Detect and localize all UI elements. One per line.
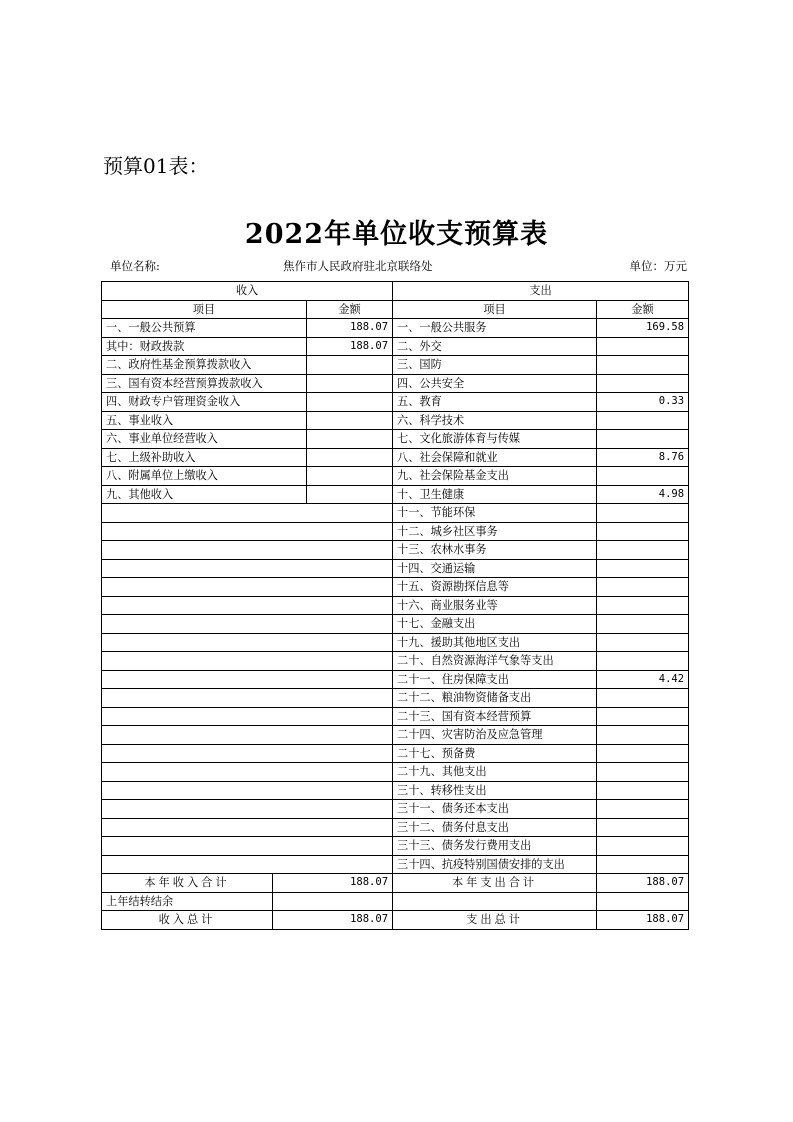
expense-item-header: 项目 — [393, 300, 597, 319]
income-blank — [102, 781, 393, 800]
table-row — [102, 744, 689, 763]
expense-item: 十三、农林水事务 — [393, 541, 597, 560]
expense-amount — [597, 707, 689, 726]
expense-amount: 0.33 — [597, 393, 689, 412]
income-amount — [307, 448, 393, 467]
income-item: 七、上级补助收入 — [102, 448, 307, 467]
expense-amount — [597, 374, 689, 393]
table-row — [102, 374, 689, 393]
income-blank — [102, 615, 393, 634]
income-item-header: 项目 — [102, 300, 307, 319]
table-row — [102, 559, 689, 578]
unit-name: 焦作市人民政府驻北京联络处 — [283, 259, 433, 273]
table-row — [102, 726, 689, 745]
income-item: 其中：财政拨款 — [102, 337, 307, 356]
table-row — [102, 763, 689, 782]
unit-label: 单位名称: — [110, 259, 160, 273]
expense-amount — [597, 522, 689, 541]
expense-amount — [597, 559, 689, 578]
expense-item: 十五、资源勘探信息等 — [393, 578, 597, 597]
income-amount — [307, 374, 393, 393]
table-row — [102, 467, 689, 486]
income-amount — [307, 411, 393, 430]
income-blank — [102, 559, 393, 578]
income-blank — [102, 522, 393, 541]
income-blank — [102, 707, 393, 726]
expense-item: 十、卫生健康 — [393, 485, 597, 504]
carryover-expense-amount-blank — [597, 892, 689, 911]
income-blank — [102, 689, 393, 708]
expense-item: 二十三、国有资本经营预算 — [393, 707, 597, 726]
expense-amount: 4.98 — [597, 485, 689, 504]
income-amount-header: 金额 — [307, 300, 393, 319]
expense-item: 八、社会保障和就业 — [393, 448, 597, 467]
table-row — [102, 633, 689, 652]
table-row — [102, 319, 689, 338]
expense-amount — [597, 726, 689, 745]
income-item: 四、财政专户管理资金收入 — [102, 393, 307, 412]
income-blank — [102, 818, 393, 837]
table-row — [102, 837, 689, 856]
income-amount: 188.07 — [307, 319, 393, 338]
income-blank — [102, 763, 393, 782]
income-total-value: 188.07 — [273, 911, 393, 930]
carryover-row — [102, 892, 689, 911]
table-row — [102, 485, 689, 504]
page-title: 2022年单位收支预算表 — [244, 219, 549, 250]
expense-item: 十二、城乡社区事务 — [393, 522, 597, 541]
table-row — [102, 855, 689, 874]
income-amount — [307, 467, 393, 486]
expense-item: 九、社会保险基金支出 — [393, 467, 597, 486]
expense-total-value: 188.07 — [597, 911, 689, 930]
income-blank — [102, 504, 393, 523]
table-row — [102, 448, 689, 467]
income-item: 六、事业单位经营收入 — [102, 430, 307, 449]
column-header-row — [102, 300, 689, 319]
table-row — [102, 337, 689, 356]
income-total-label: 收入总计 — [102, 911, 273, 930]
expense-amount-header: 金额 — [597, 300, 689, 319]
section-header-row — [102, 282, 689, 301]
table-row — [102, 504, 689, 523]
expense-item: 十六、商业服务业等 — [393, 596, 597, 615]
income-blank — [102, 670, 393, 689]
expense-item: 十四、交通运输 — [393, 559, 597, 578]
expense-amount — [597, 818, 689, 837]
expense-amount — [597, 633, 689, 652]
expense-amount — [597, 596, 689, 615]
expense-item: 五、教育 — [393, 393, 597, 412]
income-blank — [102, 541, 393, 560]
expense-item: 二十四、灾害防治及应急管理 — [393, 726, 597, 745]
income-blank — [102, 726, 393, 745]
expense-amount — [597, 504, 689, 523]
table-row — [102, 800, 689, 819]
income-blank — [102, 744, 393, 763]
income-amount: 188.07 — [307, 337, 393, 356]
expense-item: 四、公共安全 — [393, 374, 597, 393]
expense-item: 六、科学技术 — [393, 411, 597, 430]
expense-item: 三、国防 — [393, 356, 597, 375]
expense-amount: 8.76 — [597, 448, 689, 467]
expense-item: 三十四、抗疫特别国债安排的支出 — [393, 855, 597, 874]
carryover-label: 上年结转结余 — [102, 892, 273, 911]
table-row — [102, 356, 689, 375]
income-item: 九、其他收入 — [102, 485, 307, 504]
income-blank — [102, 837, 393, 856]
income-blank — [102, 578, 393, 597]
expense-amount — [597, 615, 689, 634]
expense-amount — [597, 337, 689, 356]
expense-amount — [597, 800, 689, 819]
income-blank — [102, 855, 393, 874]
table-row — [102, 596, 689, 615]
table-row — [102, 615, 689, 634]
expense-amount — [597, 411, 689, 430]
expense-item: 三十、转移性支出 — [393, 781, 597, 800]
expense-amount — [597, 763, 689, 782]
table-row — [102, 411, 689, 430]
budget-table — [101, 281, 689, 930]
income-item: 三、国有资本经营预算拨款收入 — [102, 374, 307, 393]
income-subtotal-label: 本年收入合计 — [102, 874, 273, 893]
income-item: 八、附属单位上缴收入 — [102, 467, 307, 486]
form-number: 预算01表： — [103, 154, 209, 178]
expense-item: 二十九、其他支出 — [393, 763, 597, 782]
income-amount — [307, 356, 393, 375]
income-blank — [102, 800, 393, 819]
income-subtotal-value: 188.07 — [273, 874, 393, 893]
expense-item: 二、外交 — [393, 337, 597, 356]
subtotal-row — [102, 874, 689, 893]
income-blank — [102, 652, 393, 671]
expense-item: 二十七、预备费 — [393, 744, 597, 763]
expense-amount: 169.58 — [597, 319, 689, 338]
expense-item: 十七、金融支出 — [393, 615, 597, 634]
expense-amount — [597, 541, 689, 560]
expense-amount — [597, 430, 689, 449]
expense-section-header: 支出 — [393, 282, 689, 301]
table-row — [102, 541, 689, 560]
income-item: 一、一般公共预算 — [102, 319, 307, 338]
carryover-value — [273, 892, 393, 911]
table-row — [102, 522, 689, 541]
income-blank — [102, 596, 393, 615]
expense-item: 一、一般公共服务 — [393, 319, 597, 338]
income-amount — [307, 430, 393, 449]
money-unit: 单位：万元 — [629, 259, 687, 273]
table-row — [102, 430, 689, 449]
expense-amount — [597, 781, 689, 800]
table-row — [102, 670, 689, 689]
expense-item: 三十一、债务还本支出 — [393, 800, 597, 819]
expense-subtotal-label: 本年支出合计 — [393, 874, 597, 893]
grand-total-row — [102, 911, 689, 930]
expense-item: 三十三、债务发行费用支出 — [393, 837, 597, 856]
expense-item: 七、文化旅游体育与传媒 — [393, 430, 597, 449]
carryover-expense-blank — [393, 892, 597, 911]
expense-item: 三十二、债务付息支出 — [393, 818, 597, 837]
table-row — [102, 818, 689, 837]
expense-item: 二十一、住房保障支出 — [393, 670, 597, 689]
income-item: 二、政府性基金预算拨款收入 — [102, 356, 307, 375]
table-row — [102, 781, 689, 800]
expense-item: 二十、自然资源海洋气象等支出 — [393, 652, 597, 671]
table-row — [102, 689, 689, 708]
expense-item: 二十二、粮油物资储备支出 — [393, 689, 597, 708]
expense-amount — [597, 578, 689, 597]
expense-amount — [597, 744, 689, 763]
expense-total-label: 支出总计 — [393, 911, 597, 930]
table-row — [102, 393, 689, 412]
table-row — [102, 578, 689, 597]
expense-item: 十九、援助其他地区支出 — [393, 633, 597, 652]
expense-amount — [597, 467, 689, 486]
expense-amount: 4.42 — [597, 670, 689, 689]
expense-amount — [597, 855, 689, 874]
expense-amount — [597, 689, 689, 708]
income-amount — [307, 393, 393, 412]
income-section-header: 收入 — [102, 282, 393, 301]
income-amount — [307, 485, 393, 504]
income-item: 五、事业收入 — [102, 411, 307, 430]
expense-item: 十一、节能环保 — [393, 504, 597, 523]
expense-amount — [597, 356, 689, 375]
expense-amount — [597, 837, 689, 856]
table-row — [102, 652, 689, 671]
table-row — [102, 707, 689, 726]
expense-amount — [597, 652, 689, 671]
expense-subtotal-value: 188.07 — [597, 874, 689, 893]
income-blank — [102, 633, 393, 652]
